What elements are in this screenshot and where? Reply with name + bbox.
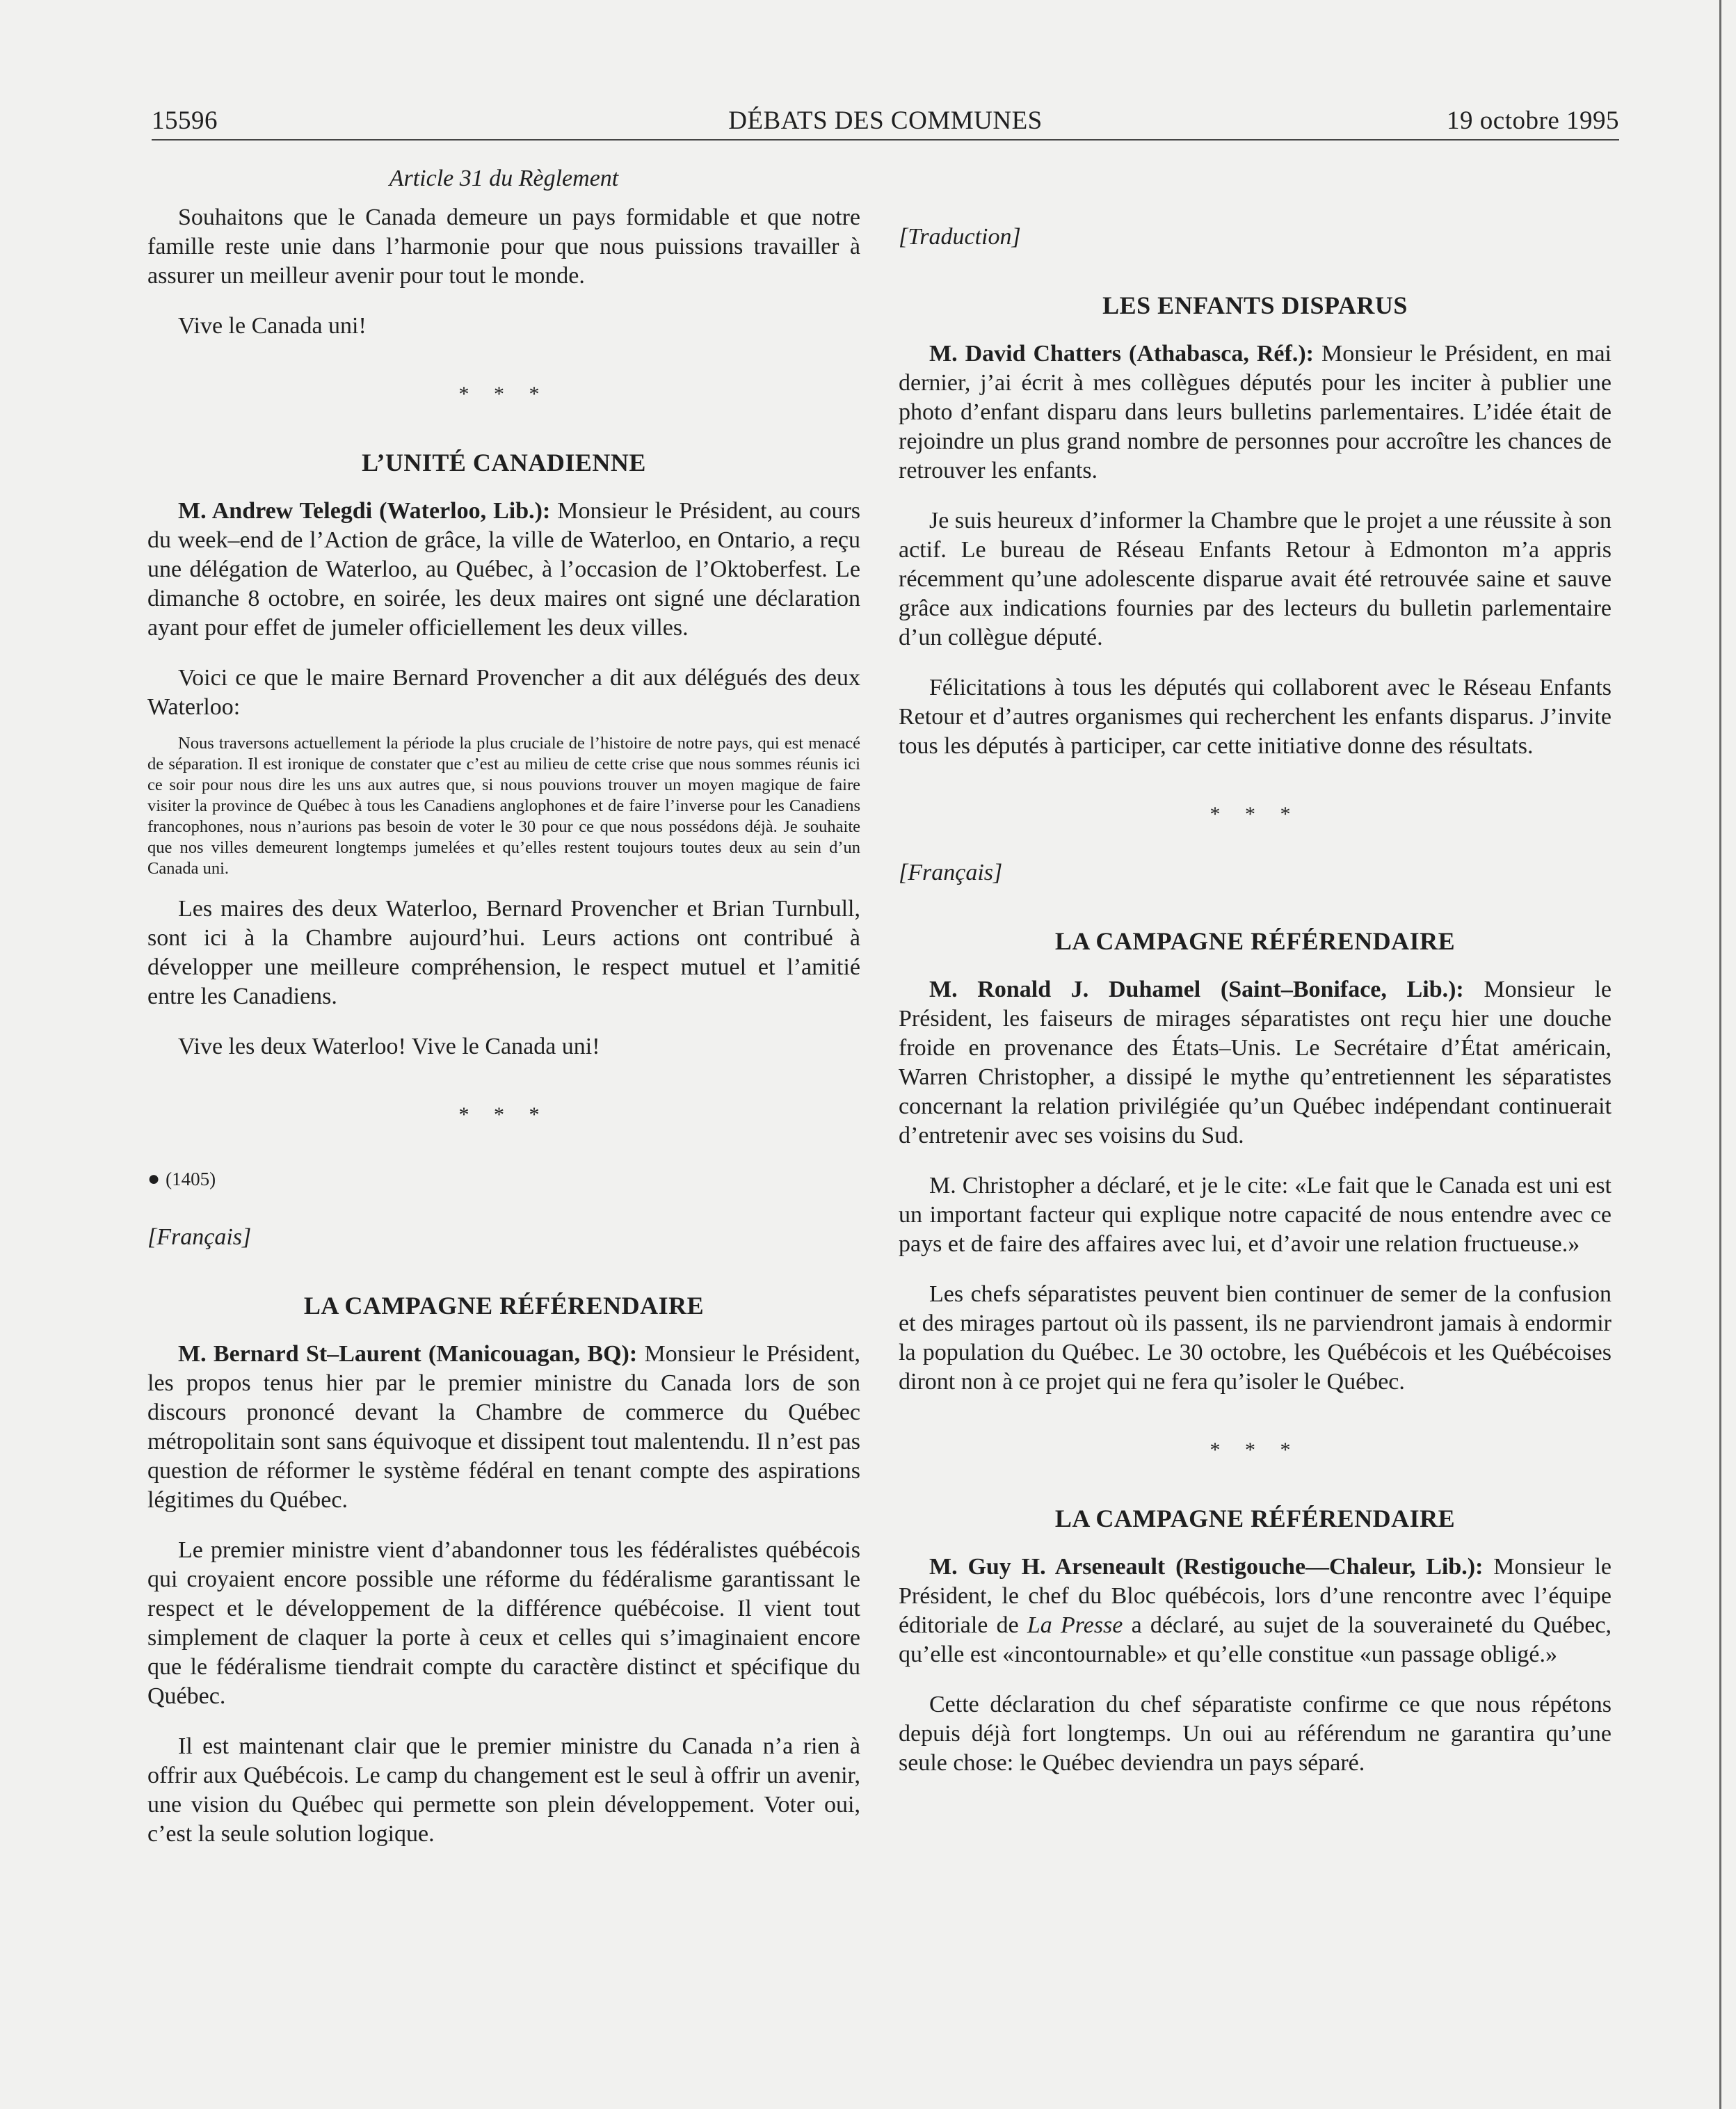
paragraph: M. Bernard St–Laurent (Manicouagan, BQ): Monsieur le Président, les propos tenus hier par le premier ministre du Canada lors de son discours prononcé devant la Chambre de commerce du Québec métropolitain sont sans équivoque et dissipent tout malentendu. Il n’est pas question de réformer le système fédéral en tenant compte des aspirations légitimes du Québec.: [147, 1341, 860, 1513]
page-number: 15596: [152, 106, 218, 135]
speaker-name: M. Bernard St–Laurent (Manicouagan, BQ):: [178, 1341, 638, 1367]
paragraph: Il est maintenant clair que le premier ministre du Canada n’a rien à offrir aux Québécois. Le camp du changement est le seul à offrir un avenir, une vision du Québec qui permette son plein développement. Voter oui, c’est la seule solution logique.: [147, 1733, 860, 1847]
paragraph: M. Ronald J. Duhamel (Saint–Boniface, Lib.): Monsieur le Président, les faiseurs de mirages séparatistes ont reçu hier une douche froide en provenance des États–Unis. Le Secrétaire d’État américain, Warren Christopher, a dissipé le mythe qu’entretiennent les séparatistes concernant la relation privilégiée qu’un Québec indépendant continuerait d’entretenir avec ses voisins du Sud.: [899, 977, 1612, 1148]
speaker-name: M. Ronald J. Duhamel (Saint–Boniface, Lib.):: [929, 977, 1464, 1002]
paragraph: Félicitations à tous les députés qui collaborent avec le Réseau Enfants Retour et d’autres organismes qui recherchent les enfants disparus. J’invite tous les députés à participer, car cette initiative donne des résultats.: [899, 675, 1612, 759]
article-heading: Article 31 du Règlement: [389, 166, 619, 191]
speaker-name: M. Guy H. Arseneault (Restigouche—Chaleur, Lib.):: [929, 1554, 1484, 1580]
page-header: [152, 97, 1619, 139]
paragraph: M. Andrew Telegdi (Waterloo, Lib.): Monsieur le Président, au cours du week–end de l’Action de grâce, la ville de Waterloo, en Ontario, a reçu une délégation de Waterloo, au Québec, à l’occasion de l’Oktoberfest. Le dimanche 8 octobre, en soirée, les deux maires ont signé une déclaration ayant pour effet de jumeler officiellement les deux villes.: [147, 498, 860, 641]
paragraph: Je suis heureux d’informer la Chambre que le projet a une réussite à son actif. Le bureau de Réseau Enfants Retour à Edmonton m’a appris récemment qu’une adolescente disparue avait été retrouvée saine et sauve grâce aux indications fournies par des lecteurs du bulletin parlementaire d’un collègue député.: [899, 508, 1612, 650]
header-rule: [152, 139, 1619, 141]
section-heading: LA CAMPAGNE RÉFÉRENDAIRE: [303, 1292, 705, 1320]
section-separator: * * *: [1209, 803, 1301, 826]
section-heading: LA CAMPAGNE RÉFÉRENDAIRE: [1054, 927, 1456, 955]
timestamp: ● (1405): [147, 1167, 216, 1190]
paragraph: M. Christopher a déclaré, et je le cite: «Le fait que le Canada est uni est un important facteur qui explique notre capacité de nous entendre avec ce pays et de faire des affaires avec lui, et d’avoir une relation fructueuse.»: [899, 1173, 1612, 1257]
section-separator: * * *: [458, 383, 549, 406]
section-heading: LES ENFANTS DISPARUS: [1102, 291, 1408, 319]
paragraph: Vive le Canada uni!: [178, 313, 367, 339]
right-column: [899, 223, 1612, 1778]
publication-date: 19 octobre 1995: [1447, 106, 1619, 135]
paragraph: Souhaitons que le Canada demeure un pays formidable et que notre famille reste unie dans l’harmonie pour que nous puissions travailler à assurer un meilleur avenir pour tout le monde.: [147, 205, 860, 289]
left-column: [147, 164, 860, 1849]
publication-name: La Presse: [1027, 1612, 1123, 1638]
section-separator: * * *: [458, 1103, 549, 1126]
page-edge-line: [1719, 0, 1721, 2109]
paragraph: Le premier ministre vient d’abandonner tous les fédéralistes québécois qui croyaient encore possible une réforme du fédéralisme garantissant le respect et le développement de la différence québécoise. Il vient tout simplement de claquer la porte à ceux et celles qui s’imaginaient encore que le fédéralisme tiendrait compte du caractère distinct et spécifique du Québec.: [147, 1537, 860, 1709]
paragraph: Cette déclaration du chef séparatiste confirme ce que nous répétons depuis déjà fort longtemps. Un oui au référendum ne garantira qu’une seule chose: le Québec deviendra un pays séparé.: [899, 1692, 1612, 1776]
paragraph: Vive les deux Waterloo! Vive le Canada uni!: [178, 1034, 600, 1059]
speaker-name: M. David Chatters (Athabasca, Réf.):: [929, 341, 1314, 367]
paragraph: Les chefs séparatistes peuvent bien continuer de semer de la confusion et des mirages partout où ils passent, ils ne parviendront jamais à endormir la population du Québec. Le 30 octobre, les Québécois et les Québécoises diront non à ce projet qui ne fera qu’isoler le Québec.: [899, 1281, 1612, 1395]
paragraph: M. David Chatters (Athabasca, Réf.): Monsieur le Président, en mai dernier, j’ai écrit à mes collègues députés pour les inciter à publier une photo d’enfant disparu dans leurs bulletins parlementaires. L’idée était de rejoindre un plus grand nombre de personnes pour accroître les chances de retrouver les enfants.: [899, 341, 1612, 483]
paragraph: Voici ce que le maire Bernard Provencher a dit aux délégués des deux Waterloo:: [147, 665, 860, 720]
block-quote: Nous traversons actuellement la période la plus cruciale de l’histoire de notre pays, qui est menacé de séparation. Il est ironique de constater que c’est au milieu de cette crise que nous sommes réunis ici ce soir pour nous dire les uns aux autres que, si nous pouvions trouver un moyen magique de faire visiter la province de Québec à tous les Canadiens anglophones et de faire l’inverse pour les Canadiens francophones, nous n’aurions pas besoin de voter le 30 pour ce que nous possédons déjà. Je souhaite que nos villes demeurent longtemps jumelées et qu’elles restent toujours toutes deux au sein d’un Canada uni.: [147, 734, 860, 878]
publication-title: DÉBATS DES COMMUNES: [728, 106, 1043, 135]
language-tag: [Français]: [147, 1224, 252, 1250]
paragraph: Les maires des deux Waterloo, Bernard Provencher et Brian Turnbull, sont ici à la Chambre aujourd’hui. Leurs actions ont contribué à développer une meilleure compréhension, le respect mutuel et l’amitié entre les Canadiens.: [147, 896, 860, 1009]
speaker-name: M. Andrew Telegdi (Waterloo, Lib.):: [178, 498, 551, 524]
language-tag: [Traduction]: [899, 224, 1021, 250]
bullet-icon: ●: [147, 1167, 161, 1190]
section-heading: LA CAMPAGNE RÉFÉRENDAIRE: [1054, 1505, 1456, 1532]
paragraph: M. Guy H. Arseneault (Restigouche—Chaleur, Lib.): Monsieur le Président, le chef du Bloc québécois, lors d’une rencontre avec l’équipe éditoriale de La Presse a déclaré, au sujet de la souveraineté du Québec, qu’elle est «incontournable» et qu’elle constitue «un passage obligé.»: [899, 1554, 1612, 1667]
section-heading: L’UNITÉ CANADIENNE: [362, 449, 646, 476]
section-separator: * * *: [1209, 1438, 1301, 1461]
language-tag: [Français]: [899, 860, 1003, 885]
